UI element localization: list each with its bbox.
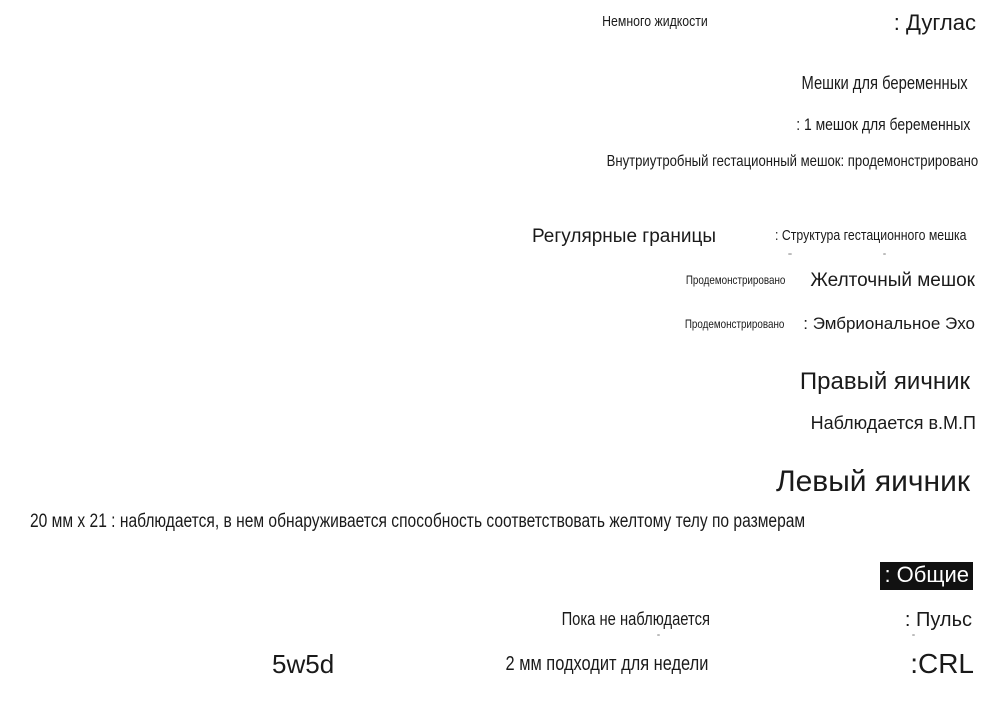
scan-speck [788, 253, 792, 255]
douglas-value-text: Немного жидкости [602, 13, 708, 30]
general-section-badge: : Общие [880, 562, 973, 590]
scan-speck [657, 634, 660, 636]
yolk-sac-value: Продемонстрировано [685, 273, 785, 287]
sac-structure-value: Регулярные границы [531, 226, 716, 247]
yolk-sac-label: Желточный мешок [810, 270, 975, 291]
douglas-label: : Дуглас [893, 10, 976, 35]
crl-value: 2 мм подходит для недели [505, 653, 708, 675]
crl-gestational-age: 5w5d [272, 649, 335, 679]
pulse-label: : Пульс [904, 609, 972, 631]
intrauterine-sac-status: Внутриутробный гестационный мешок: продемонстрировано [606, 153, 978, 170]
pulse-value: Пока не наблюдается [561, 609, 710, 629]
left-ovary-title: Левый яичник [775, 465, 970, 498]
scan-speck [883, 253, 886, 255]
left-ovary-text: 20 мм x 21 : наблюдается, в нем обнаруживается способность соответствовать желтому телу по размерам [30, 511, 806, 532]
scan-speck [912, 634, 915, 636]
gestational-sacs-count: : 1 мешок для беременных [795, 115, 970, 134]
right-ovary-text: Наблюдается в.М.П [810, 413, 976, 433]
crl-label: :CRL [910, 648, 974, 679]
sac-structure-label: : Структура гестационного мешка [774, 227, 966, 244]
gestational-sacs-title: Мешки для беременных [801, 73, 968, 93]
right-ovary-title: Правый яичник [799, 368, 970, 395]
embryonic-echo-label: : Эмбриональное Эхо [803, 314, 975, 333]
embryonic-echo-value: Продемонстрировано [684, 317, 784, 331]
